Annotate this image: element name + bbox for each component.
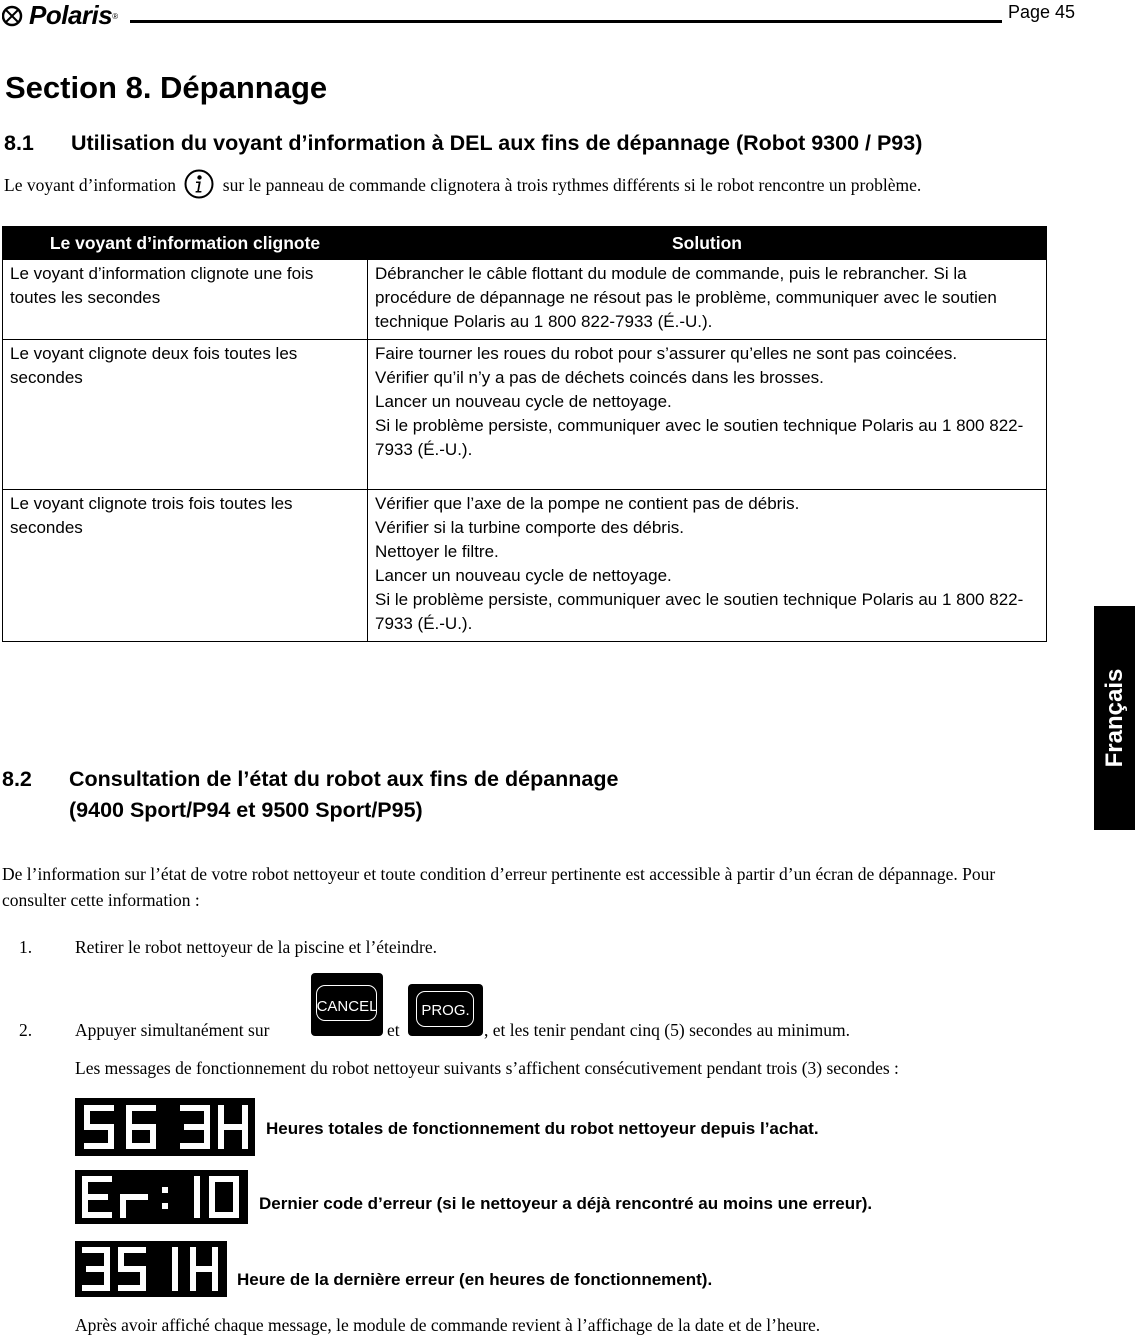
lcd-caption-last-error-hour: Heure de la dernière erreur (en heures de fonctionnement). [237,1270,713,1289]
polaris-logo [2,0,118,31]
row3-solution-line: Vérifier si la turbine comporte des débris. [375,518,684,537]
row2-solution [368,340,1047,490]
table-row [3,340,1047,490]
lcd-digits [75,1170,248,1224]
row3-solution-line: Vérifier que l’axe de la pompe ne contient pas de débris. [375,494,800,513]
lcd-caption-hours: Heures totales de fonctionnement du robot nettoyeur depuis l’achat. [266,1119,819,1138]
header-condition: Le voyant d’information clignote [3,227,368,260]
table-row [3,260,1047,340]
row3-condition: Le voyant clignote trois fois toutes les secondes [3,490,368,642]
lcd-display-error-code [75,1170,248,1224]
row2-condition: Le voyant clignote deux fois toutes les secondes [3,340,368,490]
step1-text: Retirer le robot nettoyeur de la piscine et l’éteindre. [75,937,438,957]
section-title: Section 8. Dépannage [5,70,328,105]
row1-solution: Débrancher le câble flottant du module de commande, puis le rebrancher. Si la procédure de dépannage ne résout pas le problème, communiquer avec le soutien technique Polaris au 1 800 822-7933 (É.-U.). [368,260,1047,340]
table-header-row [3,227,1047,260]
lcd-digits [75,1098,255,1156]
language-tab-label: Français [1100,668,1128,768]
step1-number: 1. [19,937,33,957]
closing-text: Après avoir affiché chaque message, le module de commande revient à l’affichage de la date et de l’heure. [75,1315,821,1335]
s82-title-line2: (9400 Sport/P94 et 9500 Sport/P95) [69,798,423,822]
table-row [3,490,1047,642]
s81-number: 8.1 [4,131,34,155]
step2-text-after: , et les tenir pendant cinq (5) secondes au minimum. [484,1020,850,1040]
s82-number: 8.2 [2,767,32,791]
s81-intro-after: sur le panneau de commande clignotera à trois rythmes différents si le robot rencontre un problème. [222,175,922,195]
messages-intro: Les messages de fonctionnement du robot nettoyeur suivants s’affichent consécutivement pendant trois (3) secondes : [75,1058,899,1078]
page-number: Page 45 [1008,2,1076,22]
s82-intro: De l’information sur l’état de votre robot nettoyeur et toute condition d’erreur pertinente est accessible à partir d’un écran de dépannage. Pour consulter cette information : [2,864,996,910]
row3-solution-line: Si le problème persiste, communiquer avec le soutien technique Polaris au 1 800 822-7933 (É.-U.). [375,590,1024,633]
language-tab [1094,606,1135,830]
info-icon [184,169,214,199]
lcd-display-last-error-hour [75,1241,227,1297]
row3-solution [368,490,1047,642]
s81-title: Utilisation du voyant d’information à DEL aux fins de dépannage (Robot 9300 / P93) [71,131,923,155]
s82-title-line1: Consultation de l’état du robot aux fins de dépannage [69,767,619,791]
step2-number: 2. [19,1020,33,1040]
polaris-logo-icon [2,4,28,28]
registered-mark: ® [112,12,118,21]
row3-solution-line: Lancer un nouveau cycle de nettoyage. [375,566,672,585]
row3-solution-line: Nettoyer le filtre. [375,542,499,561]
row2-solution-line: Vérifier qu’il n’y a pas de déchets coincés dans les brosses. [375,368,824,387]
brand-name: Polaris [29,0,113,30]
prog-button-label: PROG. [421,1002,470,1019]
s81-intro-before: Le voyant d’information [4,175,177,195]
cancel-button [311,973,383,1036]
cancel-button-label: CANCEL [316,998,378,1015]
row2-solution-line: Faire tourner les roues du robot pour s’assurer qu’elles ne sont pas coincées. [375,344,958,363]
header-solution: Solution [368,227,1047,260]
s81-intro [4,172,921,199]
step2-text-mid: et [387,1020,400,1040]
lcd-display-hours [75,1098,255,1156]
prog-button [408,984,483,1036]
lcd-digits [75,1241,227,1297]
row1-condition: Le voyant d’information clignote une fois toutes les secondes [3,260,368,340]
step2-text-before: Appuyer simultanément sur [75,1020,270,1040]
header-rule [130,20,1002,23]
lcd-caption-error-code: Dernier code d’erreur (si le nettoyeur a déjà rencontré au moins une erreur). [259,1194,873,1213]
troubleshooting-table [2,226,1047,642]
row2-solution-line: Si le problème persiste, communiquer avec le soutien technique Polaris au 1 800 822-7933 (É.-U.). [375,416,1024,459]
row2-solution-line: Lancer un nouveau cycle de nettoyage. [375,392,672,411]
